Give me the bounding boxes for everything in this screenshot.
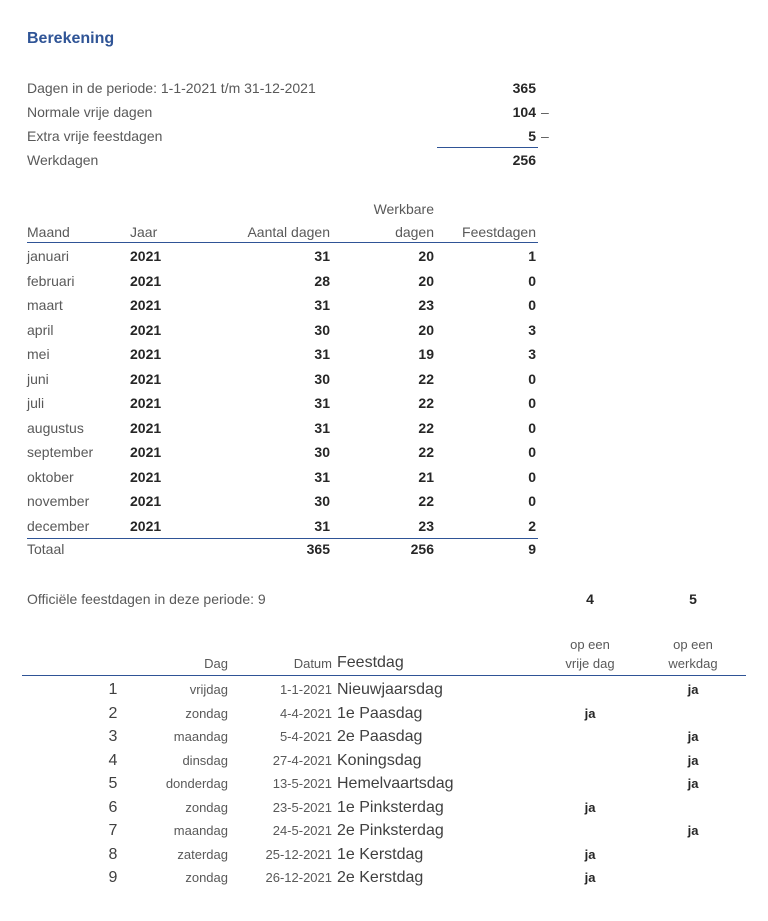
table-row	[0, 244, 768, 268]
summary-value: 5	[528, 128, 536, 144]
cell-jaar: 2021	[130, 493, 162, 509]
col-header-feestdagen: Feestdagen	[462, 224, 536, 240]
cell-maand: mei	[27, 346, 50, 362]
cell-datum: 25-12-2021	[265, 846, 332, 862]
summary-label: Werkdagen	[27, 152, 99, 168]
cell-werkbare: 20	[418, 272, 434, 289]
cell-aantal: 31	[314, 517, 330, 534]
list-item	[0, 679, 768, 703]
col-header-maand: Maand	[27, 224, 70, 240]
cell-aantal: 31	[314, 395, 330, 411]
cell-feestdagen: 0	[528, 370, 536, 387]
cell-dag: dinsdag	[182, 752, 228, 768]
cell-jaar: 2021	[130, 346, 162, 362]
count-werkdag: 5	[689, 591, 697, 607]
cell-maand: november	[27, 493, 90, 509]
cell-maand: december	[27, 517, 90, 534]
table-row	[0, 489, 768, 513]
col-header-werk-2: werkdag	[668, 656, 718, 671]
cell-feestdag: Hemelvaartsdag	[337, 775, 454, 792]
cell-maand: oktober	[27, 468, 74, 485]
holidays-header-divider	[22, 675, 746, 676]
cell-nr: 6	[108, 798, 118, 816]
count-vrije-dag: 4	[586, 591, 594, 607]
cell-werkdag: ja	[687, 752, 699, 768]
cell-datum: 27-4-2021	[272, 752, 332, 768]
col-header-dag: Dag	[204, 656, 228, 671]
cell-werkbare: 22	[418, 395, 434, 411]
table-row	[0, 465, 768, 489]
cell-jaar: 2021	[130, 248, 162, 264]
summary-value: 256	[512, 152, 536, 168]
cell-datum: 26-12-2021	[265, 870, 332, 885]
cell-vrije-dag: ja	[584, 799, 596, 815]
cell-werkbare: 19	[418, 346, 434, 362]
cell-dag: maandag	[173, 823, 228, 838]
cell-datum: 23-5-2021	[272, 799, 332, 815]
table-row	[0, 391, 768, 415]
cell-aantal: 31	[314, 419, 330, 436]
cell-nr: 4	[108, 751, 118, 769]
cell-werkdag: ja	[687, 823, 699, 838]
cell-werkdag: ja	[687, 776, 699, 791]
col-header-werk-1: op een	[673, 637, 713, 652]
cell-nr: 7	[108, 822, 118, 839]
cell-maand: september	[27, 444, 94, 460]
cell-feestdagen: 3	[528, 346, 536, 362]
total-label: Totaal	[27, 541, 65, 557]
cell-feestdag: 2e Pinksterdag	[337, 822, 444, 839]
list-item	[0, 703, 768, 727]
cell-aantal: 28	[314, 272, 330, 289]
cell-maand: maart	[27, 297, 63, 313]
cell-maand: juli	[27, 395, 45, 411]
cell-feestdag: 2e Kerstdag	[337, 869, 424, 886]
cell-nr: 5	[108, 775, 118, 792]
list-item	[0, 820, 768, 844]
cell-jaar: 2021	[130, 517, 162, 534]
total-werkbare: 256	[410, 541, 434, 557]
cell-werkbare: 22	[418, 370, 434, 387]
table-row	[0, 318, 768, 342]
cell-aantal: 30	[314, 370, 330, 387]
cell-jaar: 2021	[130, 370, 162, 387]
cell-jaar: 2021	[130, 395, 162, 411]
total-feestdagen: 9	[528, 541, 536, 557]
cell-jaar: 2021	[130, 297, 162, 313]
list-item	[0, 844, 768, 868]
total-aantal: 365	[306, 541, 330, 557]
cell-datum: 24-5-2021	[272, 823, 332, 838]
table-row	[0, 440, 768, 464]
cell-nr: 8	[108, 845, 118, 863]
cell-werkbare: 20	[418, 321, 434, 338]
col-header-jaar: Jaar	[130, 224, 158, 240]
cell-feestdagen: 1	[528, 248, 536, 264]
cell-feestdagen: 0	[528, 468, 536, 485]
minus-sign: –	[541, 104, 549, 120]
col-header-aantal: Aantal dagen	[247, 224, 330, 240]
header-divider	[27, 242, 538, 243]
cell-jaar: 2021	[130, 272, 162, 289]
cell-feestdagen: 0	[528, 297, 536, 313]
summary-label: Extra vrije feestdagen	[27, 128, 163, 144]
cell-feestdagen: 0	[528, 493, 536, 509]
cell-werkbare: 23	[418, 297, 434, 313]
col-header-feestdag: Feestdag	[337, 654, 404, 671]
cell-werkbare: 22	[418, 419, 434, 436]
table-row	[0, 416, 768, 440]
total-divider	[27, 538, 538, 539]
cell-dag: zondag	[185, 870, 228, 885]
summary-value: 365	[512, 80, 536, 96]
table-row	[0, 514, 768, 538]
cell-vrije-dag: ja	[584, 846, 596, 862]
cell-dag: vrijdag	[189, 682, 228, 697]
cell-aantal: 30	[314, 321, 330, 338]
cell-nr: 2	[108, 704, 118, 722]
table-row	[0, 342, 768, 366]
cell-jaar: 2021	[130, 419, 162, 436]
cell-maand: januari	[27, 248, 70, 264]
cell-feestdag: Nieuwjaarsdag	[337, 681, 443, 698]
cell-nr: 1	[108, 681, 118, 698]
table-row	[0, 367, 768, 391]
cell-feestdagen: 3	[528, 321, 536, 338]
cell-maand: april	[27, 321, 54, 338]
cell-maand: februari	[27, 272, 75, 289]
cell-datum: 13-5-2021	[272, 776, 332, 791]
cell-feestdagen: 0	[528, 272, 536, 289]
cell-nr: 3	[108, 728, 118, 745]
cell-werkbare: 21	[418, 468, 434, 485]
col-header-datum: Datum	[293, 656, 332, 671]
list-item	[0, 867, 768, 891]
cell-datum: 4-4-2021	[279, 705, 332, 721]
minus-sign: –	[541, 128, 549, 144]
cell-feestdagen: 0	[528, 419, 536, 436]
cell-werkdag: ja	[687, 729, 699, 744]
cell-aantal: 31	[314, 297, 330, 313]
col-header-vrij-1: op een	[570, 637, 610, 652]
cell-jaar: 2021	[130, 444, 162, 460]
summary-label: Normale vrije dagen	[27, 104, 153, 120]
cell-nr: 9	[108, 869, 118, 886]
cell-dag: maandag	[173, 729, 228, 744]
col-header-vrij-2: vrije dag	[565, 656, 615, 671]
cell-feestdag: 1e Paasdag	[337, 704, 423, 722]
cell-dag: donderdag	[165, 776, 228, 791]
table-row	[0, 293, 768, 317]
cell-jaar: 2021	[130, 468, 162, 485]
cell-dag: zondag	[185, 799, 228, 815]
page-title: Berekening	[27, 30, 115, 47]
cell-datum: 5-4-2021	[279, 729, 332, 744]
cell-aantal: 31	[314, 248, 330, 264]
cell-werkbare: 20	[418, 248, 434, 264]
cell-werkdag: ja	[687, 682, 699, 697]
holidays-intro: Officiële feestdagen in deze periode: 9	[27, 591, 266, 607]
cell-werkbare: 23	[418, 517, 434, 534]
table-row	[0, 269, 768, 293]
col-header-werkbare: Werkbare	[373, 201, 434, 217]
list-item	[0, 797, 768, 821]
cell-werkbare: 22	[418, 493, 434, 509]
cell-feestdag: 1e Kerstdag	[337, 845, 424, 863]
cell-werkbare: 22	[418, 444, 434, 460]
cell-feestdag: 1e Pinksterdag	[337, 798, 444, 816]
list-item	[0, 773, 768, 797]
cell-aantal: 31	[314, 346, 330, 362]
cell-vrije-dag: ja	[584, 705, 596, 721]
cell-aantal: 31	[314, 468, 330, 485]
cell-aantal: 30	[314, 493, 330, 509]
cell-vrije-dag: ja	[584, 870, 596, 885]
list-item	[0, 750, 768, 774]
summary-value: 104	[512, 104, 536, 120]
list-item	[0, 726, 768, 750]
col-header-dagen: dagen	[395, 224, 434, 240]
cell-datum: 1-1-2021	[279, 682, 332, 697]
cell-dag: zondag	[185, 705, 228, 721]
sum-divider	[437, 147, 538, 148]
cell-feestdagen: 0	[528, 395, 536, 411]
cell-maand: juni	[27, 370, 49, 387]
cell-feestdag: Koningsdag	[337, 751, 422, 769]
cell-aantal: 30	[314, 444, 330, 460]
cell-jaar: 2021	[130, 321, 162, 338]
cell-feestdagen: 0	[528, 444, 536, 460]
cell-feestdag: 2e Paasdag	[337, 728, 423, 745]
cell-maand: augustus	[27, 419, 84, 436]
summary-label: Dagen in de periode: 1-1-2021 t/m 31-12-2021	[27, 80, 316, 96]
cell-dag: zaterdag	[177, 846, 228, 862]
cell-feestdagen: 2	[528, 517, 536, 534]
